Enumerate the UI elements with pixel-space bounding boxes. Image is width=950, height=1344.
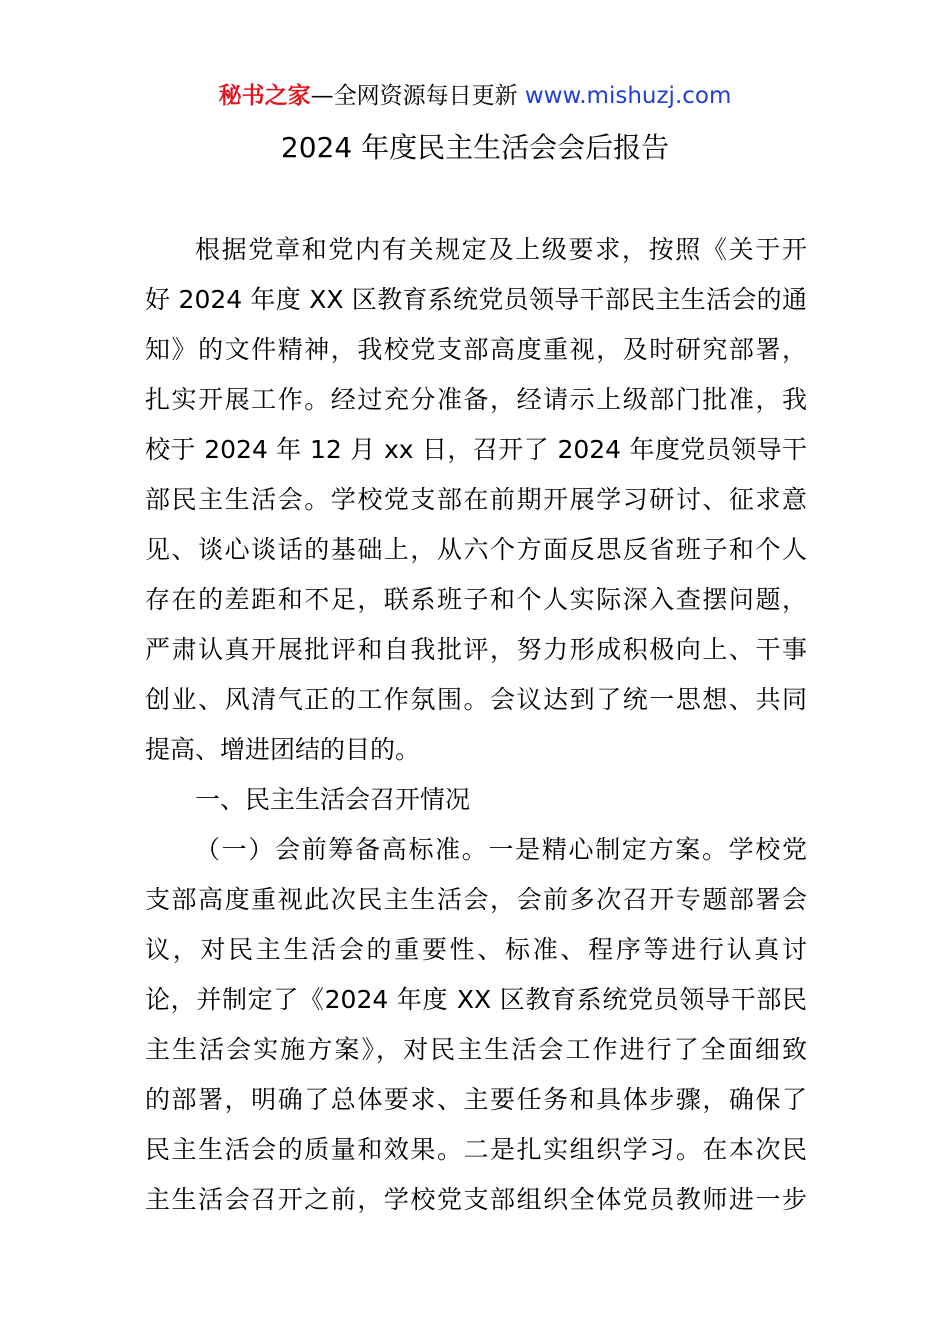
document-title: 2024 年度民主生活会会后报告 <box>280 131 670 164</box>
paragraph-line: 主生活会召开之前，学校党支部组织全体党员教师进一步 <box>145 1185 807 1214</box>
paragraph-line: 根据党章和党内有关规定及上级要求，按照《关于开 <box>195 235 807 264</box>
paragraph-line: 存在的差距和不足，联系班子和个人实际深入查摆问题， <box>145 585 807 614</box>
paragraph-line: 的部署，明确了总体要求、主要任务和具体步骤，确保了 <box>145 1085 807 1114</box>
paragraph-line: 论，并制定了《2024 年度 XX 区教育系统党员领导干部民 <box>145 985 807 1014</box>
section-heading: 一、民主生活会召开情况 <box>195 785 471 814</box>
paragraph-line: 好 2024 年度 XX 区教育系统党员领导干部民主生活会的通 <box>145 285 807 314</box>
paragraph-line: 严肃认真开展批评和自我批评，努力形成积极向上、干事 <box>145 635 807 664</box>
paragraph-line: 提高、增进团结的目的。 <box>145 735 421 764</box>
paragraph-line: 主生活会实施方案》，对民主生活会工作进行了全面细致 <box>145 1035 807 1064</box>
site-tagline: —全网资源每日更新 <box>310 83 525 109</box>
paragraph-line: 知》的文件精神，我校党支部高度重视，及时研究部署， <box>145 335 807 364</box>
paragraph-line: 校于 2024 年 12 月 xx 日，召开了 2024 年度党员领导干 <box>145 435 807 464</box>
paragraph-line: 部民主生活会。学校党支部在前期开展学习研讨、征求意 <box>145 485 807 514</box>
paragraph-line: 见、谈心谈话的基础上，从六个方面反思反省班子和个人 <box>145 535 807 564</box>
site-name: 秘书之家 <box>218 83 311 109</box>
paragraph-line: 扎实开展工作。经过充分准备，经请示上级部门批准，我 <box>145 385 807 414</box>
paragraph-line: 创业、风清气正的工作氛围。会议达到了统一思想、共同 <box>145 685 807 714</box>
paragraph-line: （一）会前筹备高标准。一是精心制定方案。学校党 <box>195 835 807 864</box>
site-url-link[interactable]: www.mishuzj.com <box>524 83 732 109</box>
paragraph-line: 议，对民主生活会的重要性、标准、程序等进行认真讨 <box>145 935 807 964</box>
paragraph-line: 支部高度重视此次民主生活会，会前多次召开专题部署会 <box>145 885 807 914</box>
paragraph-line: 民主生活会的质量和效果。二是扎实组织学习。在本次民 <box>145 1135 807 1164</box>
site-header <box>0 80 950 112</box>
document-body <box>145 225 807 1225</box>
